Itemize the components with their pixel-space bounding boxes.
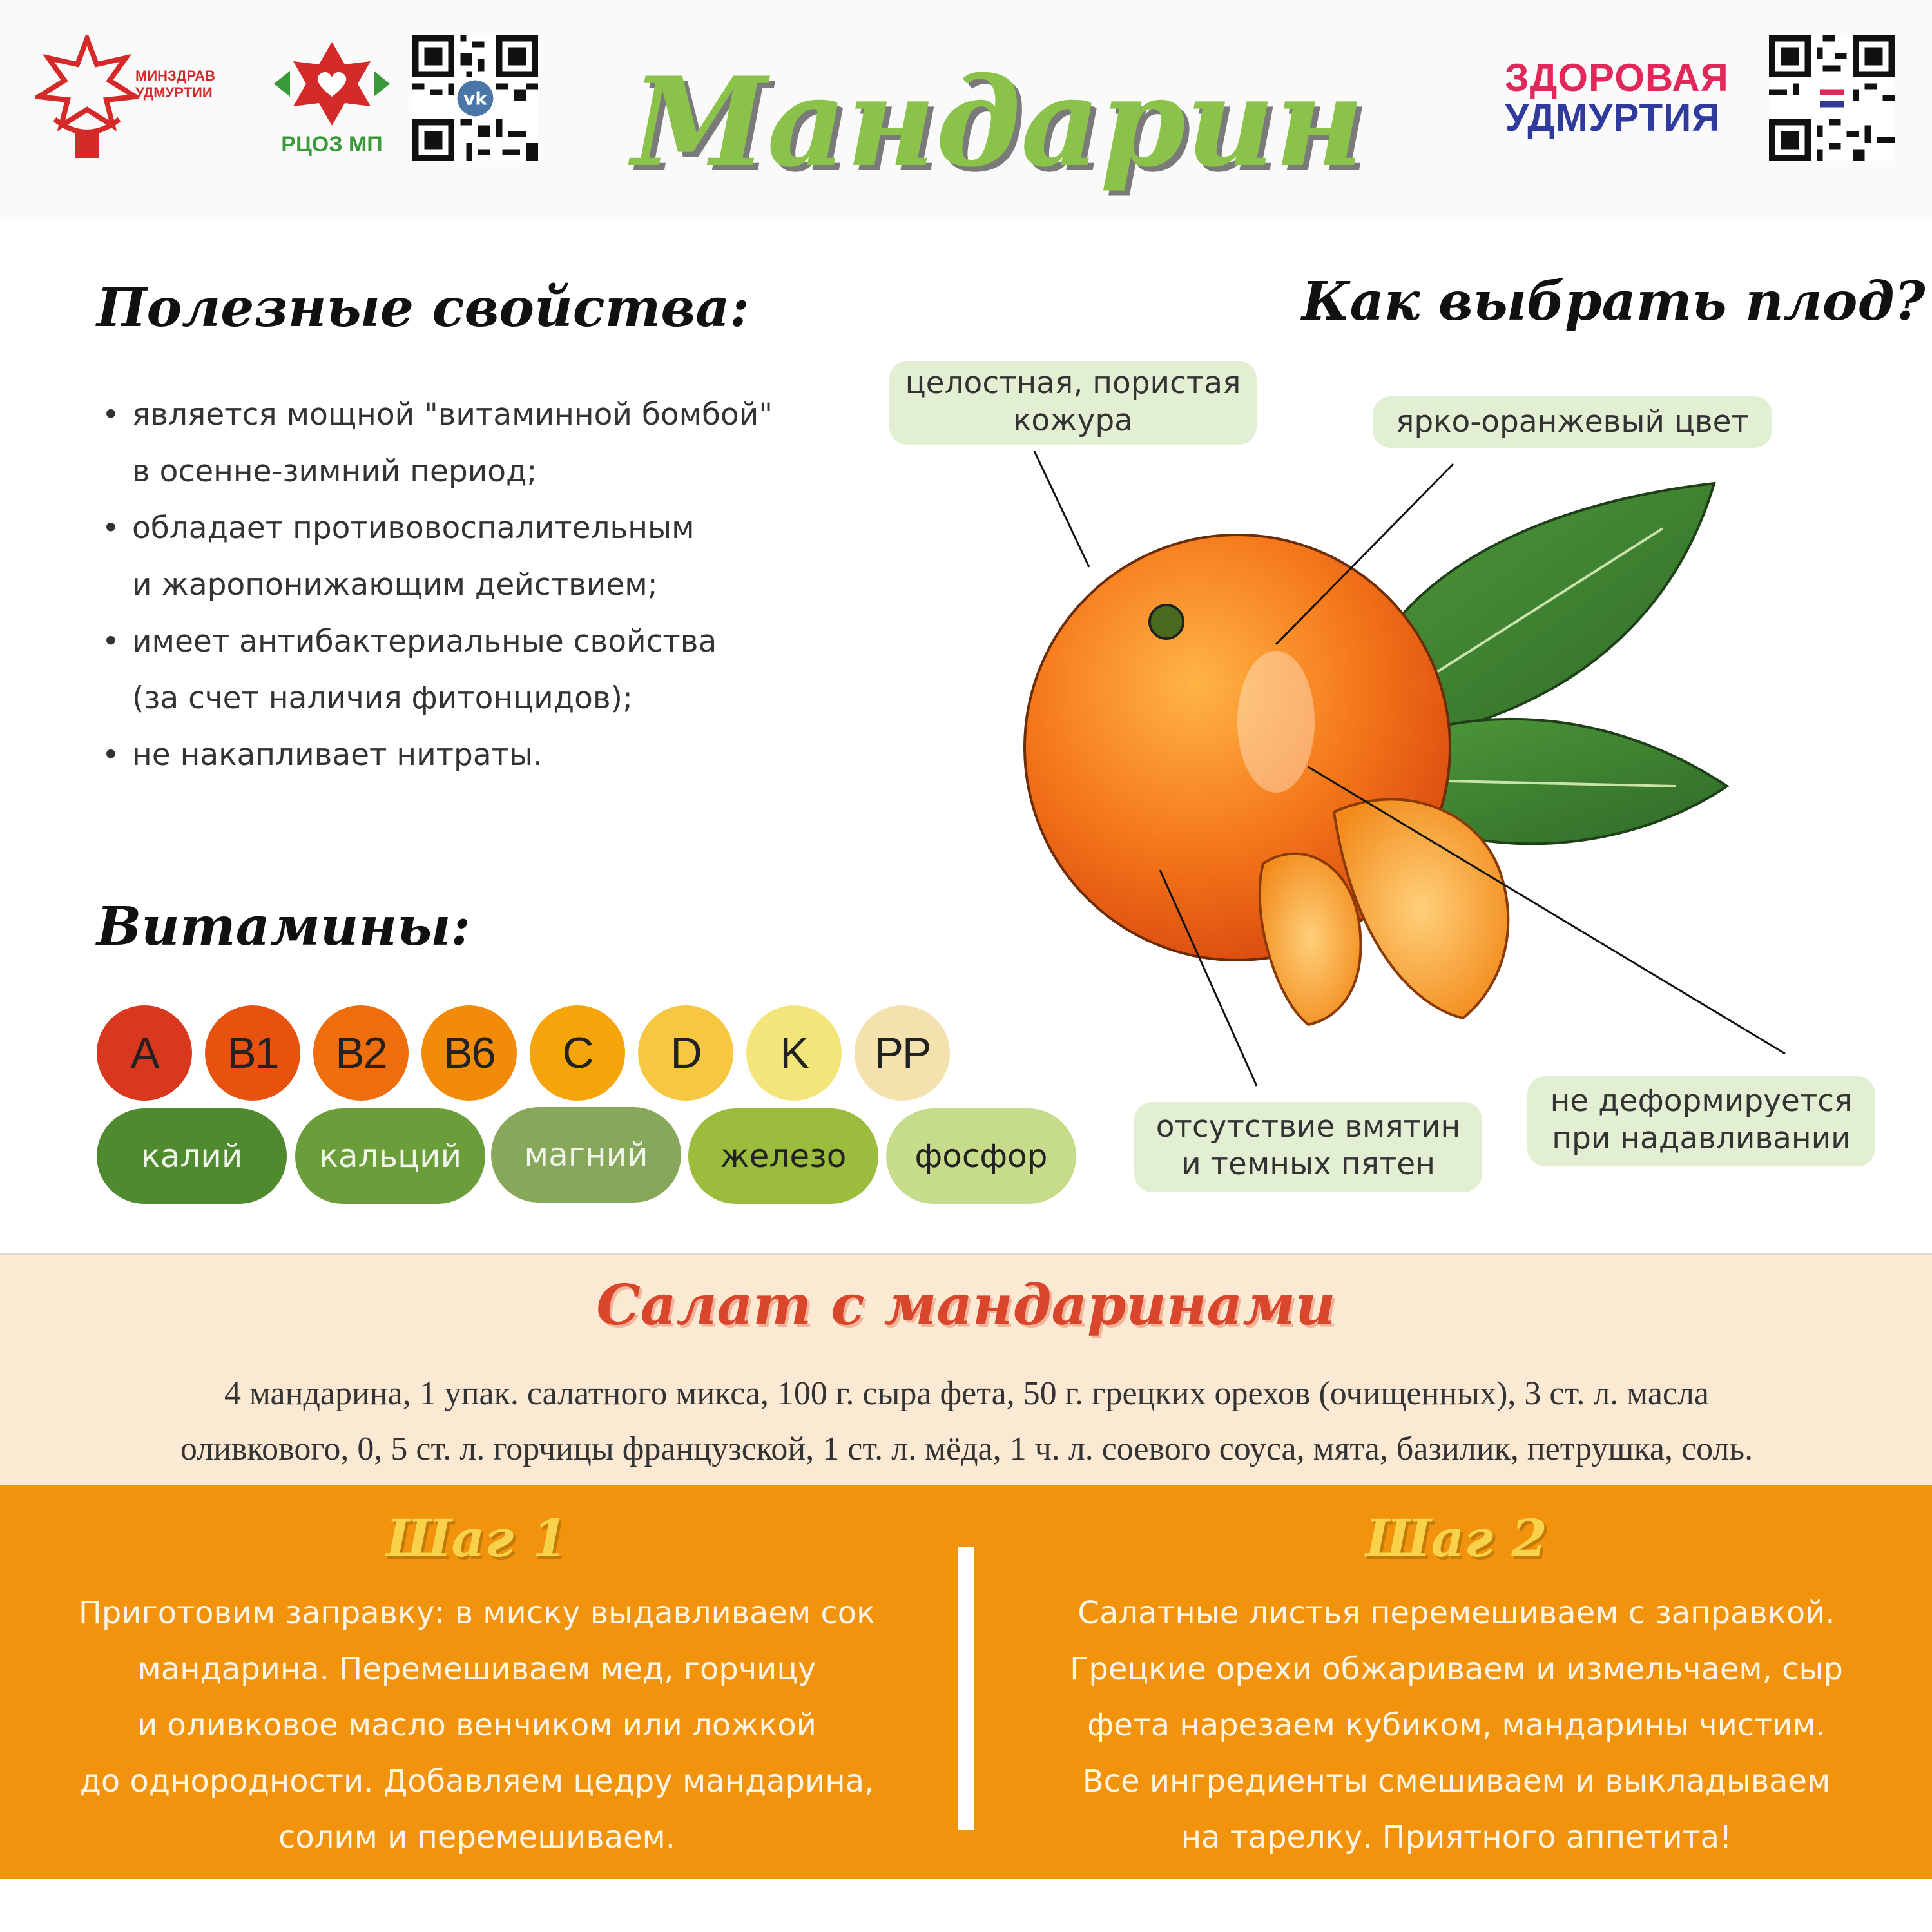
qr-code-icon <box>412 35 538 161</box>
list-item-line: является мощной "витаминной бомбой" <box>132 397 773 432</box>
recipe-ingredients <box>52 1366 1882 1477</box>
stem-icon <box>1150 605 1183 639</box>
zdorov-qr-code[interactable] <box>1769 35 1895 161</box>
list-item-line: имеет антибактериальные свойства <box>132 624 717 659</box>
step-line: до однородности. Добавляем цедру мандарина, <box>79 1763 874 1799</box>
minzdrav-emblem-icon <box>35 35 139 164</box>
page-title: Мандарин <box>632 50 1364 194</box>
list-item <box>97 727 870 784</box>
ingredients-line: 4 мандарина, 1 упак. салатного микса, 100 г. сыра фета, 50 г. грецких орехов (очищенных), 3 ст. л. масла <box>224 1375 1710 1412</box>
svg-text:vk: vk <box>463 88 487 110</box>
mineral-badge-magnesium: магний <box>491 1107 681 1203</box>
mineral-badge-potassium: калий <box>97 1108 287 1204</box>
bullet-icon: • <box>102 737 120 773</box>
steps-divider <box>958 1547 974 1830</box>
zdorov-line2: УДМУРТИЯ <box>1505 96 1721 139</box>
rcz-label: РЦОЗ МП <box>281 132 383 157</box>
step-line: мандарина. Перемешиваем мед, горчицу <box>137 1651 816 1687</box>
list-item <box>97 500 870 613</box>
bullet-icon: • <box>102 510 120 546</box>
zdorov-line1: ЗДОРОВАЯ <box>1505 56 1729 99</box>
rcz-emblem-icon <box>267 35 396 132</box>
callout-peel <box>889 361 1257 445</box>
properties-heading: Полезные свойства: <box>97 277 749 339</box>
step1-text <box>39 1585 915 1866</box>
minzdrav-line2: УДМУРТИИ <box>135 84 213 101</box>
step-line: Приготовим заправку: в миску выдавливаем сок <box>78 1595 876 1631</box>
vitamin-badge-k: K <box>746 1005 842 1101</box>
step2-title: Шаг 2 <box>1366 1508 1547 1569</box>
callout-line: отсутствие вмятин <box>1155 1109 1461 1145</box>
step-line: на тарелку. Приятного аппетита! <box>1181 1819 1732 1855</box>
recipe-title: Салат с мандаринами <box>596 1273 1336 1338</box>
minzdrav-logo <box>35 35 222 164</box>
step-line: Салатные листья перемешиваем с заправкой. <box>1077 1595 1835 1631</box>
step-line: и оливковое масло венчиком или ложкой <box>137 1707 816 1743</box>
vitamin-badge-b2: B2 <box>313 1005 409 1101</box>
qr-code-icon <box>1769 35 1895 161</box>
vitamin-badge-b6: B6 <box>421 1005 517 1101</box>
callout-line: и темных пятен <box>1181 1146 1435 1182</box>
vitamin-badge-pp: PP <box>855 1005 950 1101</box>
step-line: фета нарезаем кубиком, мандарины чистим. <box>1087 1707 1826 1743</box>
mineral-badge-iron: железо <box>688 1108 878 1204</box>
callout-line: не деформируется <box>1550 1083 1853 1119</box>
vitamin-badge-d: D <box>638 1005 733 1101</box>
mineral-badge-calcium: кальций <box>295 1108 485 1204</box>
step-line: Грецкие орехи обжариваем и измельчаем, сыр <box>1070 1651 1843 1687</box>
vitamin-badge-c: C <box>530 1005 625 1101</box>
list-item-line: обладает противовоспалительным <box>132 510 695 546</box>
vitamin-badge-a: A <box>97 1005 192 1101</box>
ingredients-line: оливкового, 0, 5 ст. л. горчицы французской, 1 ст. л. мёда, 1 ч. л. соевого соуса, мята, базилик, петрушка, соль. <box>180 1431 1753 1467</box>
zdorovaya-udmurtiya-logo <box>1505 58 1750 142</box>
bullet-icon: • <box>102 397 120 432</box>
list-item-line: и жаропонижающим действием; <box>132 567 658 603</box>
step1-title: Шаг 1 <box>386 1508 568 1569</box>
list-item <box>97 387 870 500</box>
vitamin-badge-b1: B1 <box>205 1005 300 1101</box>
callout-dents <box>1134 1102 1482 1192</box>
step-line: Все ингредиенты смешиваем и выкладываем <box>1082 1763 1831 1799</box>
mineral-badge-phosphorus: фосфор <box>886 1108 1076 1204</box>
choose-heading: Как выбрать плод? <box>1302 271 1926 333</box>
list-item-line: (за счет наличия фитонцидов); <box>132 681 633 716</box>
step2-text <box>1018 1585 1895 1866</box>
rcz-logo <box>267 35 396 164</box>
callout-press <box>1527 1076 1875 1166</box>
vitamins-heading: Витамины: <box>97 896 470 958</box>
callout-color: ярко-оранжевый цвет <box>1373 396 1772 448</box>
vk-qr-code[interactable] <box>412 35 538 161</box>
bullet-icon: • <box>102 624 120 659</box>
list-item-line: в осенне-зимний период; <box>132 454 537 489</box>
minzdrav-line1: МИНЗДРАВ <box>135 68 215 84</box>
list-item <box>97 613 870 727</box>
step-line: солим и перемешиваем. <box>278 1819 676 1855</box>
callout-line: при надавливании <box>1552 1121 1851 1156</box>
list-item-line: не накапливает нитраты. <box>132 737 543 773</box>
callout-line: кожура <box>1013 403 1133 438</box>
callout-line: целостная, пористая <box>905 365 1241 401</box>
properties-list <box>97 387 870 784</box>
